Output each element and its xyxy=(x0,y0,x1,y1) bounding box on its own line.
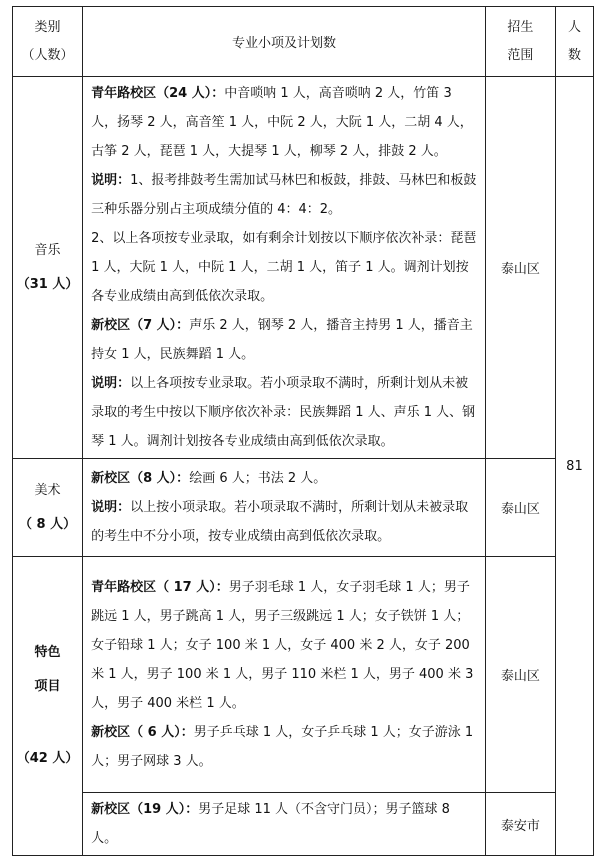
sports-row-2 xyxy=(13,793,594,856)
music-count: （31 人） xyxy=(16,276,79,292)
header-count xyxy=(555,7,593,77)
sports-row xyxy=(13,557,594,793)
header-detail: 专业小项及计划数 xyxy=(83,7,486,77)
music-detail xyxy=(83,77,486,459)
sports-detail-a xyxy=(83,557,486,793)
art-row xyxy=(13,459,594,557)
music-name: 音乐 xyxy=(34,242,61,258)
enrollment-plan-table xyxy=(12,6,594,856)
music-note3-head: 说明： xyxy=(91,376,131,391)
art-new-head: 新校区（8 人）： xyxy=(91,471,190,486)
sports-new2-head: 新校区（19 人）： xyxy=(91,802,199,817)
sports-name2: 项目 xyxy=(34,679,61,694)
sports-new-paragraph xyxy=(91,718,479,776)
art-scope: 泰山区 xyxy=(485,459,555,557)
header-scope xyxy=(485,7,555,77)
sports-qnl-text: 男子羽毛球 1 人，女子羽毛球 1 人；男子跳远 1 人，男子跳高 1 人，男子三级跳远 1 人；女子铁饼 1 人；女子铅球 1 人；女子 100 米 1 人，女子 400 米 2 人，女子 200 米 1 人，男子 100 米 1 人，男子 110 米栏 1 人，男子 400 米 3 人，男子 400 米栏 1 人。 xyxy=(91,580,474,711)
sports-count: （42 人） xyxy=(16,751,79,766)
art-note xyxy=(91,493,479,551)
art-count: （ 8 人） xyxy=(19,516,77,532)
header-category xyxy=(13,7,83,77)
music-new-paragraph xyxy=(91,311,479,369)
header-scope-line2: 范围 xyxy=(507,47,534,63)
art-detail xyxy=(83,459,486,557)
sports-scope-a: 泰山区 xyxy=(485,557,555,793)
sports-new2-text: 男子足球 11 人（不含守门员）；男子篮球 8 人。 xyxy=(91,802,450,846)
art-name: 美术 xyxy=(34,482,61,498)
art-note-head: 说明： xyxy=(91,500,131,515)
music-category xyxy=(13,77,83,459)
sports-qnl-paragraph xyxy=(91,573,479,718)
sports-name1: 特色 xyxy=(34,645,61,660)
music-note1 xyxy=(91,166,479,224)
sports-scope-b: 泰安市 xyxy=(485,793,555,856)
art-new-paragraph xyxy=(91,464,479,493)
music-row xyxy=(13,77,594,459)
music-note3-text: 以上各项按专业录取。若小项录取不满时，所剩计划从未被录取的考生中按以下顺序依次补录：民族舞蹈 1 人、声乐 1 人、钢琴 1 人。调剂计划按各专业成绩由高到低依次录取。 xyxy=(91,376,476,449)
sports-new-text: 男子乒乓球 1 人，女子乒乓球 1 人；女子游泳 1 人；男子网球 3 人。 xyxy=(91,725,474,769)
music-note1-text: 1、报考排鼓考生需加试马林巴和板鼓，排鼓、马林巴和板鼓三种乐器分别占主项成绩分值的 4：4：2。 xyxy=(91,173,477,217)
music-qnl-paragraph xyxy=(91,79,479,166)
sports-new-head: 新校区（ 6 人）： xyxy=(91,725,194,740)
music-new-text: 声乐 2 人，钢琴 2 人，播音主持男 1 人，播音主持女 1 人，民族舞蹈 1 人。 xyxy=(91,318,473,362)
header-count-line2: 数 xyxy=(567,47,581,63)
sports-detail-b xyxy=(83,793,486,856)
header-category-line1: 类别 xyxy=(34,19,61,35)
music-note3 xyxy=(91,369,479,456)
music-scope: 泰山区 xyxy=(485,77,555,459)
art-category xyxy=(13,459,83,557)
art-note-text: 以上按小项录取。若小项录取不满时，所剩计划从未被录取的考生中不分小项，按专业成绩由高到低依次录取。 xyxy=(91,500,469,544)
music-qnl-text: 中音唢呐 1 人，高音唢呐 2 人，竹笛 3 人，扬琴 2 人，高音笙 1 人，中阮 2 人，大阮 1 人，二胡 4 人，古筝 2 人，琵琶 1 人，大提琴 1 人，柳琴 2 人，排鼓 2 人。 xyxy=(91,86,473,159)
music-qnl-head: 青年路校区（24 人）： xyxy=(91,86,225,101)
music-note2: 2、以上各项按专业录取，如有剩余计划按以下顺序依次补录：琵琶 1 人，大阮 1 人，中阮 1 人，二胡 1 人，笛子 1 人。调剂计划按各专业成绩由高到低依次录取。 xyxy=(91,231,477,304)
sports-category xyxy=(13,557,83,856)
header-scope-line1: 招生 xyxy=(507,19,534,35)
header-row xyxy=(13,7,594,77)
total-count: 81 xyxy=(555,77,593,856)
art-new-text: 绘画 6 人；书法 2 人。 xyxy=(189,471,327,486)
header-count-line1: 人 xyxy=(567,19,581,35)
music-note1-head: 说明： xyxy=(91,173,131,188)
sports-new2-paragraph xyxy=(91,795,479,853)
sports-qnl-head: 青年路校区（ 17 人）： xyxy=(91,580,229,595)
music-new-head: 新校区（7 人）： xyxy=(91,318,190,333)
header-category-line2: （人数） xyxy=(21,47,74,63)
